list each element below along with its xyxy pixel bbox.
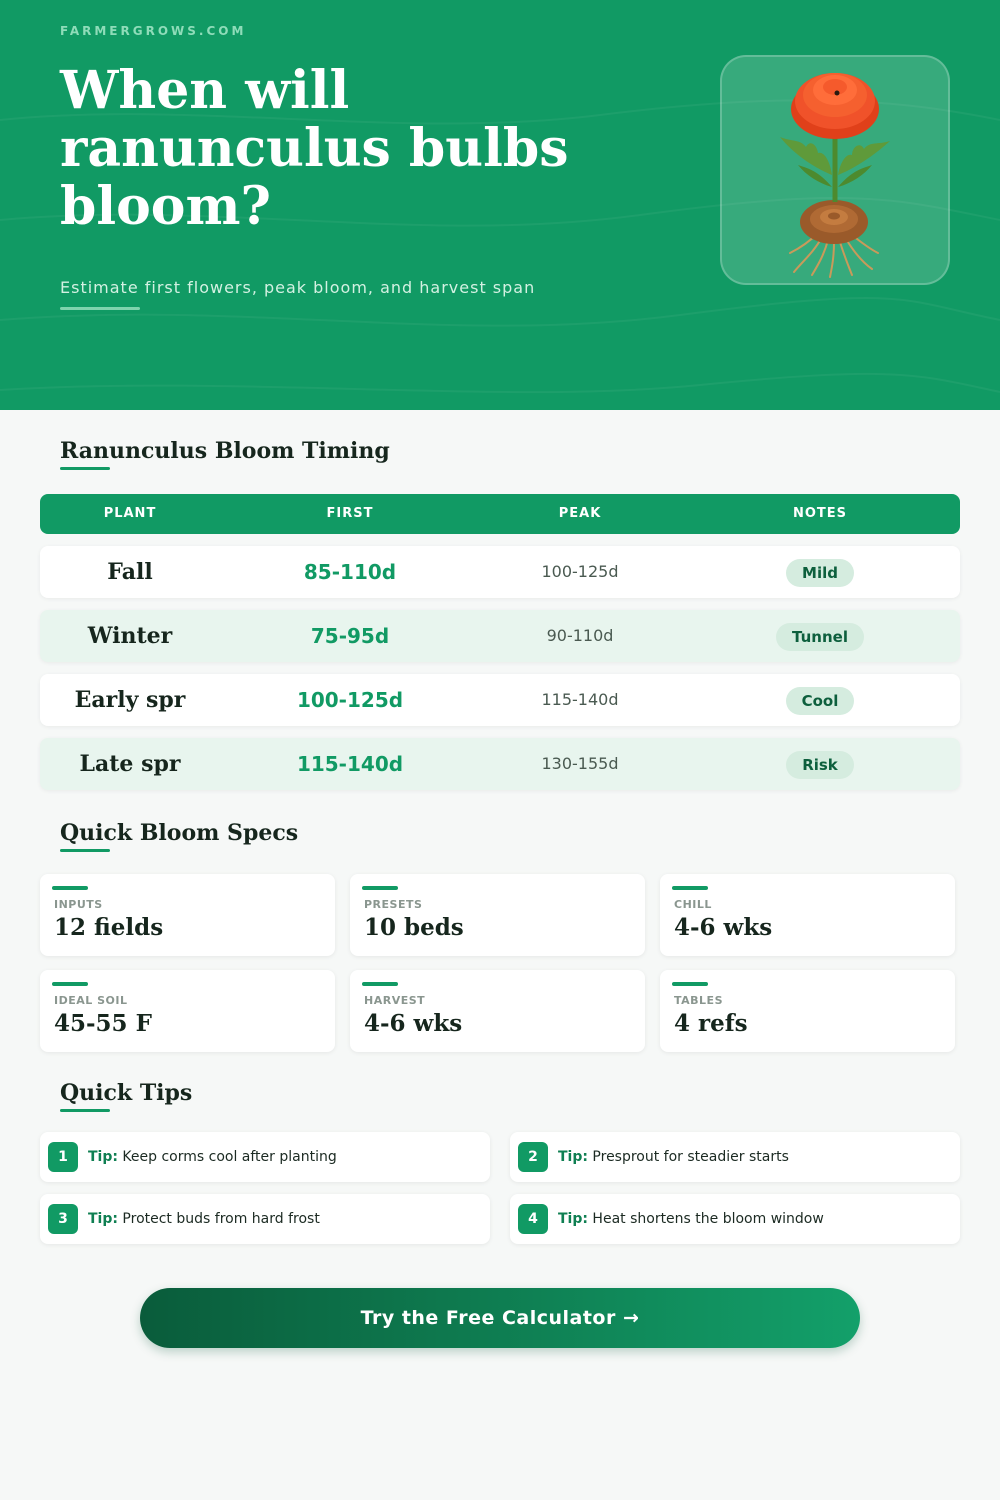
spec-card-chill (660, 874, 955, 956)
spec-label: IDEAL SOIL (54, 994, 128, 1007)
column-header-first: FIRST (326, 506, 374, 521)
card-accent (362, 886, 398, 890)
card-accent (672, 886, 708, 890)
free-calculator-button[interactable]: Try the Free Calculator → (140, 1288, 860, 1348)
card-accent (672, 982, 708, 986)
plant-cell: Early spr (74, 687, 186, 713)
card-accent (52, 982, 88, 986)
notes-cell (720, 738, 920, 790)
card-accent (52, 886, 88, 890)
spec-value: 4-6 wks (364, 1010, 463, 1037)
tip-text (88, 1194, 320, 1244)
note-badge: Cool (786, 687, 855, 715)
note-badge: Risk (786, 751, 854, 779)
spec-card-inputs (40, 874, 335, 956)
spec-label: PRESETS (364, 898, 423, 911)
plant-cell: Fall (107, 559, 153, 585)
timing-section-title: Ranunculus Bloom Timing (60, 438, 390, 464)
section-underline (60, 467, 110, 470)
peak-bloom-cell: 90-110d (546, 626, 614, 645)
spec-label: HARVEST (364, 994, 426, 1007)
section-underline (60, 849, 110, 852)
tip-item (510, 1132, 960, 1182)
notes-cell (720, 546, 920, 598)
hero-banner (0, 0, 1000, 410)
spec-value: 10 beds (364, 914, 464, 941)
note-badge: Tunnel (776, 623, 864, 651)
tip-prefix: Tip: (88, 1211, 118, 1227)
tips-section-title: Quick Tips (60, 1080, 193, 1106)
spec-value: 4-6 wks (674, 914, 773, 941)
tip-item (40, 1194, 490, 1244)
spec-value: 45-55 F (54, 1010, 152, 1037)
peak-bloom-cell: 130-155d (541, 754, 619, 773)
column-header-plant: PLANT (103, 506, 157, 521)
tip-body: Keep corms cool after planting (122, 1149, 337, 1165)
tip-item (40, 1132, 490, 1182)
note-badge: Mild (786, 559, 854, 587)
tip-body: Protect buds from hard frost (122, 1211, 320, 1227)
tip-text (558, 1132, 789, 1182)
tip-body: Presprout for steadier starts (592, 1149, 789, 1165)
first-bloom-cell: 85-110d (303, 560, 397, 584)
plant-cell: Late spr (79, 751, 181, 777)
table-header (40, 494, 960, 534)
notes-cell (720, 674, 920, 726)
brand-name: FARMERGROWS.COM (60, 24, 247, 38)
tip-number: 1 (48, 1142, 78, 1172)
tip-body: Heat shortens the bloom window (592, 1211, 824, 1227)
tip-item (510, 1194, 960, 1244)
spec-card-harvest (350, 970, 645, 1052)
table-row (40, 738, 960, 790)
ranunculus-bulb-icon (722, 57, 948, 283)
hero-illustration (720, 55, 950, 285)
spec-value: 4 refs (674, 1010, 748, 1037)
first-bloom-cell: 100-125d (296, 688, 404, 712)
peak-bloom-cell: 100-125d (541, 562, 619, 581)
card-accent (362, 982, 398, 986)
first-bloom-cell: 115-140d (296, 752, 404, 776)
notes-cell (720, 610, 920, 662)
first-bloom-cell: 75-95d (310, 624, 390, 648)
table-row (40, 674, 960, 726)
tip-text (558, 1194, 824, 1244)
spec-label: INPUTS (54, 898, 103, 911)
peak-bloom-cell: 115-140d (541, 690, 619, 709)
spec-card-tables (660, 970, 955, 1052)
tip-number: 3 (48, 1204, 78, 1234)
page-subtitle: Estimate first flowers, peak bloom, and harvest span (60, 278, 536, 297)
tip-prefix: Tip: (558, 1149, 588, 1165)
spec-label: TABLES (674, 994, 723, 1007)
spec-card-presets (350, 874, 645, 956)
column-header-notes: NOTES (792, 506, 848, 521)
specs-section-title: Quick Bloom Specs (60, 820, 299, 846)
plant-cell: Winter (87, 623, 173, 649)
table-row (40, 610, 960, 662)
column-header-peak: PEAK (558, 506, 602, 521)
title-underline (60, 307, 140, 310)
section-underline (60, 1109, 110, 1112)
table-row (40, 546, 960, 598)
spec-label: CHILL (674, 898, 712, 911)
tip-prefix: Tip: (558, 1211, 588, 1227)
spec-card-ideal-soil (40, 970, 335, 1052)
spec-value: 12 fields (54, 914, 164, 941)
tip-number: 2 (518, 1142, 548, 1172)
page-title: When will ranunculus bulbs bloom? (60, 60, 569, 237)
tip-number: 4 (518, 1204, 548, 1234)
tip-text (88, 1132, 337, 1182)
tip-prefix: Tip: (88, 1149, 118, 1165)
